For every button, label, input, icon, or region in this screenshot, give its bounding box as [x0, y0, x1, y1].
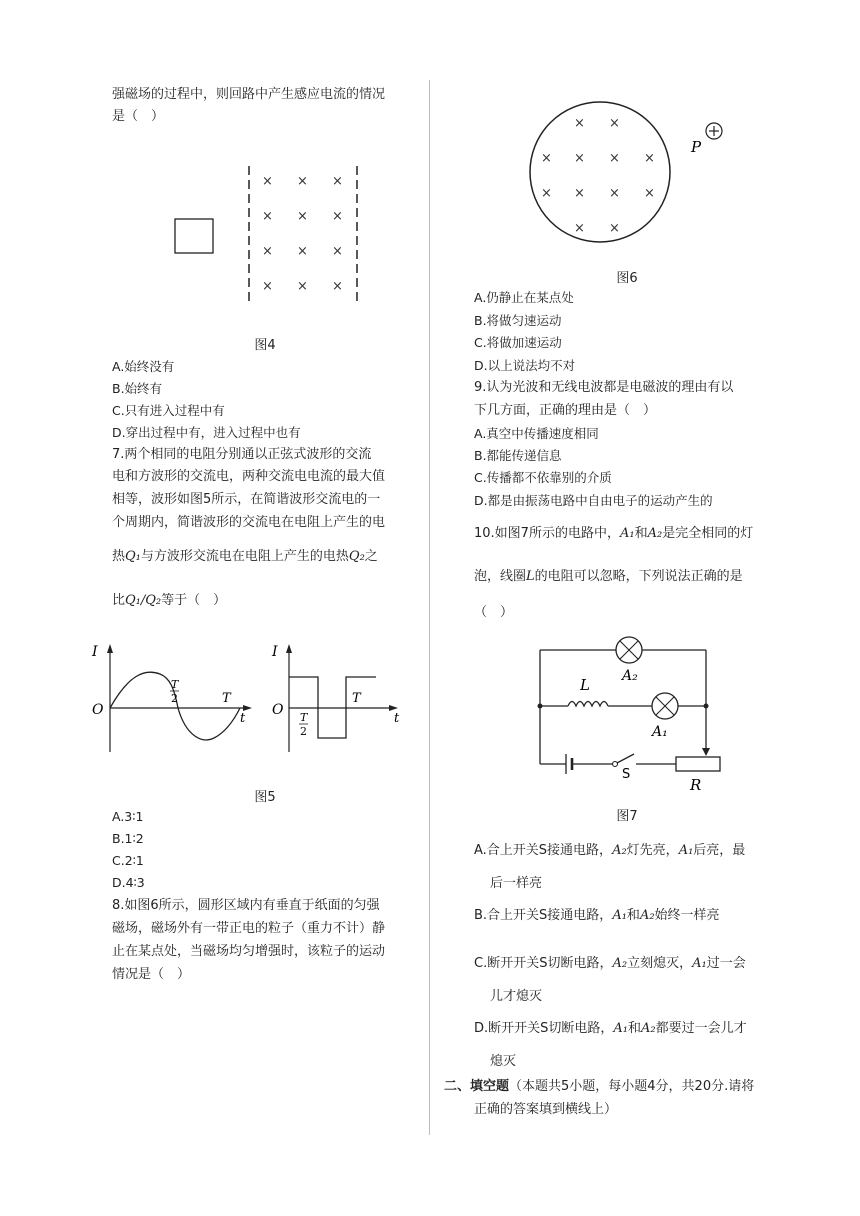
a1-symbol: A₁	[619, 526, 635, 541]
svg-text:×: ×	[541, 151, 552, 166]
svg-text:×: ×	[609, 221, 620, 236]
l-symbol: L	[526, 569, 535, 584]
q10-opt-d-and: 和	[628, 1021, 642, 1036]
q9-option-b: B.都能传递信息	[474, 448, 562, 463]
rheostat-slider-arrow	[702, 748, 710, 756]
q10-option-c-line1	[474, 953, 746, 975]
square-half-T-den: 2	[300, 725, 307, 738]
q7-option-d: D.4∶3	[112, 875, 145, 890]
svg-text:×: ×	[574, 151, 585, 166]
q6-option-d: D.穿出过程中有，进入过程中也有	[112, 425, 301, 440]
svg-text:×: ×	[297, 209, 308, 224]
rheostat-r-icon	[676, 757, 720, 771]
a2-symbol: A₂	[612, 956, 628, 971]
square-t-label: t	[394, 711, 400, 726]
svg-text:×: ×	[332, 279, 343, 294]
q10-opt-d-2: 都要过一会儿才	[655, 1021, 747, 1036]
svg-text:×: ×	[644, 186, 655, 201]
switch-s-label: S	[622, 767, 631, 782]
a2-symbol: A₂	[639, 908, 655, 923]
q10-opt-a-2: 灯先亮，	[626, 843, 679, 858]
q7-ratio-a: 比	[112, 593, 126, 608]
q8-line3: 止在某点处，当磁场均匀增强时，该粒子的运动	[112, 944, 386, 959]
svg-text:×: ×	[644, 151, 655, 166]
figure-6	[525, 96, 765, 248]
q8-line2: 磁场，磁场外有一带正电的粒子（重力不计）静	[112, 921, 386, 936]
q8-option-b: B.将做匀速运动	[474, 313, 562, 328]
sine-i-arrow	[107, 644, 113, 653]
particle-p-label: P	[691, 138, 702, 156]
q6-option-c: C.只有进入过程中有	[112, 403, 225, 418]
column-divider	[429, 80, 430, 1135]
sine-half-T-num: T	[171, 678, 179, 691]
q10-line2	[474, 566, 743, 588]
lamp-a2-label: A₂	[622, 668, 638, 684]
q6-option-a: A.始终没有	[112, 359, 175, 374]
svg-text:×: ×	[262, 174, 273, 189]
svg-text:×: ×	[609, 116, 620, 131]
q1-symbol: Q₁	[125, 549, 141, 564]
figure-7-circuit	[530, 630, 730, 796]
q7-option-c: C.2∶1	[112, 853, 144, 868]
q6-tail-line2: 是（ ）	[112, 109, 165, 124]
q10-opt-c-3: 过一会	[706, 956, 746, 971]
square-half-T-num: T	[300, 711, 308, 724]
svg-text:×: ×	[297, 174, 308, 189]
q7-line6	[112, 590, 226, 612]
q10-opt-d-1: D.断开开关S切断电路，	[474, 1021, 614, 1036]
svg-text:×: ×	[609, 151, 620, 166]
q9-line1: 9.认为光波和无线电波都是电磁波的理由有以	[474, 380, 734, 395]
square-i-label: I	[272, 644, 278, 660]
q7-option-a: A.3∶1	[112, 809, 144, 824]
q10-and: 和	[634, 526, 648, 541]
sine-o-label: O	[92, 702, 104, 718]
svg-text:×: ×	[262, 244, 273, 259]
fig6-caption: 图6	[616, 271, 638, 286]
lamp-a1-label: A₁	[652, 724, 668, 740]
square-i-arrow	[286, 644, 292, 653]
loop-square	[175, 219, 213, 253]
q10-text-c: 泡，线圈	[474, 569, 527, 584]
q10-option-c-line2: 儿才熄灭	[490, 989, 543, 1004]
q10-opt-a-3: 后亮，最	[693, 843, 746, 858]
svg-text:×: ×	[297, 244, 308, 259]
q10-opt-a-1: A.合上开关S接通电路，	[474, 843, 613, 858]
inductor-l-label: L	[580, 676, 590, 694]
sine-half-T-den: 2	[171, 692, 178, 705]
section-2-title: 二、填空题	[444, 1079, 510, 1094]
q2-symbol: Q₂	[348, 549, 365, 564]
q10-opt-c-1: C.断开开关S切断电路，	[474, 956, 613, 971]
a2-symbol: A₂	[647, 526, 663, 541]
svg-text:×: ×	[262, 279, 273, 294]
q6-tail-line1: 强磁场的过程中，则回路中产生感应电流的情况	[112, 87, 386, 102]
q10-opt-b-2: 始终一样亮	[654, 908, 720, 923]
svg-text:×: ×	[574, 116, 585, 131]
a2-symbol: A₂	[641, 1021, 656, 1036]
q9-option-d: D.都是由振荡电路中自由电子的运动产生的	[474, 493, 713, 508]
sine-T-label: T	[222, 691, 231, 706]
svg-text:×: ×	[332, 174, 343, 189]
fig4-caption: 图4	[254, 338, 276, 353]
q10-option-d-line1	[474, 1018, 747, 1040]
q8-option-c: C.将做加速运动	[474, 335, 562, 350]
q7-line5	[112, 546, 378, 568]
fig7-caption: 图7	[616, 809, 638, 824]
q10-text-d: 的电阻可以忽略，下列说法正确的是	[534, 569, 743, 584]
section-2-note-b: 正确的答案填到横线上）	[474, 1102, 618, 1117]
q9-option-a: A.真空中传播速度相同	[474, 426, 599, 441]
switch-pivot	[613, 762, 618, 767]
fig5-caption: 图5	[254, 790, 276, 805]
square-o-label: O	[272, 702, 284, 718]
q10-line1	[474, 523, 753, 545]
switch-s-icon	[617, 754, 634, 763]
sine-t-label: t	[240, 711, 246, 726]
q7-line4: 个周期内，简谐波形的交流电在电阻上产生的电	[112, 515, 386, 530]
q6-option-b: B.始终有	[112, 381, 163, 396]
q8-line4: 情况是（ ）	[112, 967, 191, 982]
q10-option-a-line2: 后一样亮	[490, 876, 543, 891]
q10-option-a-line1	[474, 840, 745, 862]
svg-text:×: ×	[574, 186, 585, 201]
section-2-header	[444, 1076, 754, 1098]
svg-text:×: ×	[332, 209, 343, 224]
figure-5	[86, 640, 416, 760]
field-crosses	[541, 116, 655, 236]
svg-text:×: ×	[332, 244, 343, 259]
q10-opt-b-and: 和	[626, 908, 640, 923]
a1-symbol: A₁	[613, 1021, 629, 1036]
q10-opt-c-2: 立刻熄灭，	[627, 956, 693, 971]
figure-4	[165, 160, 365, 310]
square-T-label: T	[352, 691, 361, 706]
q10-text-a: 10.如图7所示的电路中，	[474, 526, 620, 541]
q9-line2: 下几方面，正确的理由是（ ）	[474, 403, 657, 418]
q8-option-a: A.仍静止在某点处	[474, 290, 574, 305]
q7-line1: 7.两个相同的电阻分别通以正弦式波形的交流	[112, 447, 372, 462]
q10-text-b: 是完全相同的灯	[662, 526, 754, 541]
svg-text:×: ×	[262, 209, 273, 224]
magnetic-field-circle	[530, 102, 670, 242]
q9-option-c: C.传播都不依靠别的介质	[474, 470, 612, 485]
q7-heat-a: 热	[112, 549, 126, 564]
q7-heat-c: 之	[364, 549, 378, 564]
q7-line2: 电和方波形的交流电，两种交流电电流的最大值	[112, 469, 386, 484]
q7-line3: 相等，波形如图5所示，在简谐波形交流电的一	[112, 492, 381, 507]
svg-text:×: ×	[609, 186, 620, 201]
a1-symbol: A₁	[692, 956, 707, 971]
q7-ratio-b: 等于（ ）	[161, 593, 227, 608]
sine-i-label: I	[92, 644, 98, 660]
svg-text:×: ×	[297, 279, 308, 294]
rheostat-r-label: R	[690, 776, 702, 794]
q10-option-b	[474, 905, 720, 927]
ratio-expression: Q₁/Q₂	[125, 593, 162, 608]
section-2-note-a: （本题共5小题，每小题4分，共20分.请将	[509, 1079, 755, 1094]
svg-text:×: ×	[574, 221, 585, 236]
q8-option-d: D.以上说法均不对	[474, 358, 576, 373]
svg-text:×: ×	[541, 186, 552, 201]
a1-symbol: A₁	[612, 908, 627, 923]
inductor-coil-icon	[568, 702, 608, 707]
q7-heat-b: 与方波形交流电在电阻上产生的电热	[140, 549, 349, 564]
q10-opt-b-1: B.合上开关S接通电路，	[474, 908, 613, 923]
q10-line3: （ ）	[474, 605, 514, 620]
q7-option-b: B.1∶2	[112, 831, 144, 846]
magnetic-field-crosses	[262, 174, 343, 294]
q10-option-d-line2: 熄灭	[490, 1054, 517, 1069]
a1-symbol: A₁	[678, 843, 694, 858]
q8-line1: 8.如图6所示，圆形区域内有垂直于纸面的匀强	[112, 898, 380, 913]
a2-symbol: A₂	[612, 843, 627, 858]
